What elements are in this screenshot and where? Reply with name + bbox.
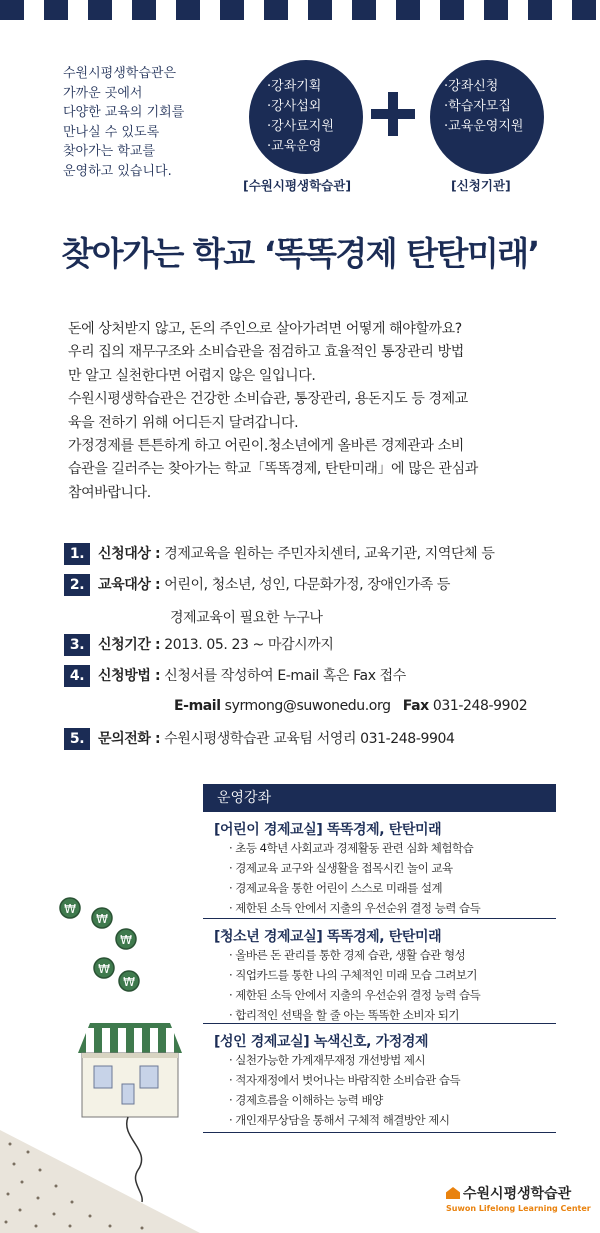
course-item: · 제한된 소득 안에서 지출의 우선순위 결정 능력 습득 — [229, 901, 481, 915]
intro-line: 만나실 수 있도록 — [63, 124, 160, 140]
logo-name: 평생학습관 — [503, 1186, 572, 1202]
coin-icon — [92, 908, 112, 928]
coin-icon — [119, 971, 139, 991]
item-number-badge: 2. — [64, 574, 90, 596]
item-number-badge: 1. — [64, 543, 90, 565]
role-item: ·교육운영 — [267, 139, 322, 154]
intro-line: 운영하고 있습니다. — [63, 163, 172, 179]
info-item-audience — [64, 574, 450, 596]
body-line: 습관을 길러주는 찾아가는 학교「똑똑경제, 탄탄미래」에 많은 관심과 — [68, 461, 478, 478]
course-section-children — [203, 812, 556, 919]
course-item: · 직업카드를 통한 나의 구체적인 미래 모습 그려보기 — [229, 968, 478, 982]
course-list — [229, 945, 480, 1025]
logo-wordmark — [446, 1183, 591, 1203]
role-item: ·교육운영지원 — [444, 119, 524, 134]
programs-header: 운영강좌 — [203, 784, 556, 812]
item-number-badge: 3. — [64, 634, 90, 656]
item-label: 신청기간 : — [98, 637, 161, 653]
item-value: 수원시평생학습관 교육팀 서영리 031-248-9904 — [164, 731, 455, 747]
info-item-contact — [64, 728, 455, 750]
item-value: 2013. 05. 23 ~ 마감시까지 — [164, 637, 334, 653]
body-line: 돈에 상처받지 않고, 돈의 주인으로 살아가려면 어떻게 해야할까요? — [68, 321, 462, 337]
course-item: · 적자재정에서 벗어나는 바람직한 소비습관 습득 — [229, 1073, 461, 1087]
course-item: · 실천가능한 가계재무재정 개선방법 제시 — [229, 1053, 426, 1067]
svg-text:₩: ₩ — [98, 962, 110, 976]
course-item: · 합리적인 선택을 할 줄 아는 똑똑한 소비자 되기 — [229, 1008, 459, 1022]
contact-line — [174, 698, 527, 714]
logo-subtitle: Suwon Lifelong Learning Center — [446, 1204, 591, 1213]
page-title: 찾아가는 학교 ‘똑똑경제 탄탄미래’ — [61, 234, 539, 273]
house-icon — [78, 1023, 182, 1117]
item-number-badge: 4. — [64, 665, 90, 687]
role-item: ·학습자모집 — [444, 99, 511, 114]
body-line: 수원시평생학습관은 건강한 소비습관, 통장관리, 용돈지도 등 경제교 — [68, 391, 468, 408]
body-line: 우리 집의 재무구조와 소비습관을 점검하고 효율적인 통장관리 방법 — [68, 344, 464, 361]
intro-line: 다양한 교육의 기회를 — [63, 105, 185, 120]
course-item: · 개인재무상담을 통해서 구체적 해결방안 제시 — [229, 1113, 450, 1127]
course-item: · 초등 4학년 사회교과 경제활동 관련 심화 체험학습 — [229, 841, 474, 855]
intro-line: 가까운 곳에서 — [63, 85, 143, 101]
fax-number: 031-248-9902 — [432, 698, 528, 714]
coin-icon — [60, 898, 80, 918]
role-item: ·강사섭외 — [267, 99, 322, 114]
role-item: ·강좌신청 — [444, 79, 499, 94]
email-label: E-mail — [174, 698, 221, 714]
role-item: ·강사료지원 — [267, 119, 334, 134]
course-item: · 올바른 돈 관리를 통한 경제 습관, 생활 습관 형성 — [229, 948, 466, 962]
info-item-method — [64, 665, 406, 687]
svg-text:₩: ₩ — [123, 975, 135, 989]
intro-text — [63, 64, 253, 181]
course-item: · 제한된 소득 안에서 지출의 우선순위 결정 능력 습득 — [229, 988, 481, 1002]
info-item-period — [64, 634, 334, 656]
item-label: 문의전화 : — [98, 731, 161, 747]
coin-icon — [116, 929, 136, 949]
intro-line: 찾아가는 학교를 — [63, 144, 156, 159]
body-line: 참여바랍니다. — [68, 484, 151, 501]
item-value: 어린이, 청소년, 성인, 다문화가정, 장애인가족 등 — [164, 577, 451, 593]
fax-label: Fax — [402, 698, 429, 714]
learning-center-caption: [수원시평생학습관] — [243, 178, 352, 193]
logo — [446, 1183, 591, 1213]
logo-prefix: 수원시 — [463, 1186, 504, 1202]
item-value-continuation: 경제교육이 필요한 누구나 — [170, 610, 323, 626]
svg-text:₩: ₩ — [96, 912, 108, 926]
course-section-youth — [203, 919, 556, 1024]
body-line: 가정경제를 튼튼하게 하고 어린이.청소년에게 올바른 경제관과 소비 — [68, 438, 464, 455]
course-item: · 경제교육을 통한 어린이 스스로 미래를 설계 — [229, 881, 443, 895]
plus-icon-bar — [371, 109, 415, 119]
svg-text:₩: ₩ — [120, 933, 132, 947]
applicant-caption: [신청기관] — [451, 178, 511, 193]
course-list — [229, 1050, 460, 1130]
item-label: 신청방법 : — [98, 668, 161, 684]
course-section-adult — [203, 1024, 556, 1133]
email-address[interactable]: syrmong@suwonedu.org — [224, 698, 391, 714]
course-item: · 경제교육 교구와 실생활을 접목시킨 놀이 교육 — [229, 861, 453, 875]
course-title: [성인 경제교실] 녹색신호, 가정경제 — [214, 1034, 429, 1050]
course-item: · 경제흐름을 이해하는 능력 배양 — [229, 1093, 383, 1107]
intro-line: 수원시평생학습관은 — [63, 66, 177, 81]
body-line: 육을 전하기 위해 어디든지 달려갑니다. — [68, 414, 299, 431]
svg-text:₩: ₩ — [64, 902, 76, 916]
course-list — [229, 838, 480, 918]
course-title: [어린이 경제교실] 똑똑경제, 탄탄미래 — [214, 822, 442, 838]
item-label: 교육대상 : — [98, 577, 161, 593]
item-value: 경제교육을 원하는 주민자치센터, 교육기관, 지역단체 등 — [164, 546, 495, 562]
body-paragraph — [68, 318, 548, 505]
item-value: 신청서를 작성하여 E-mail 혹은 Fax 접수 — [164, 668, 406, 684]
item-number-badge: 5. — [64, 728, 90, 750]
corner-dot-pattern — [0, 1130, 200, 1233]
body-line: 만 알고 실천한다면 어렵지 않은 일입니다. — [68, 367, 316, 384]
top-stripe-border — [0, 0, 600, 20]
course-title: [청소년 경제교실] 똑똑경제, 탄탄미래 — [214, 929, 442, 945]
applicant-role-circle — [430, 60, 544, 174]
role-item: ·강좌기획 — [267, 79, 322, 94]
info-item-target — [64, 543, 494, 565]
house-logo-icon — [446, 1187, 460, 1199]
item-label: 신청대상 : — [98, 546, 161, 562]
learning-center-role-circle — [249, 60, 363, 174]
coin-icon — [94, 958, 114, 978]
